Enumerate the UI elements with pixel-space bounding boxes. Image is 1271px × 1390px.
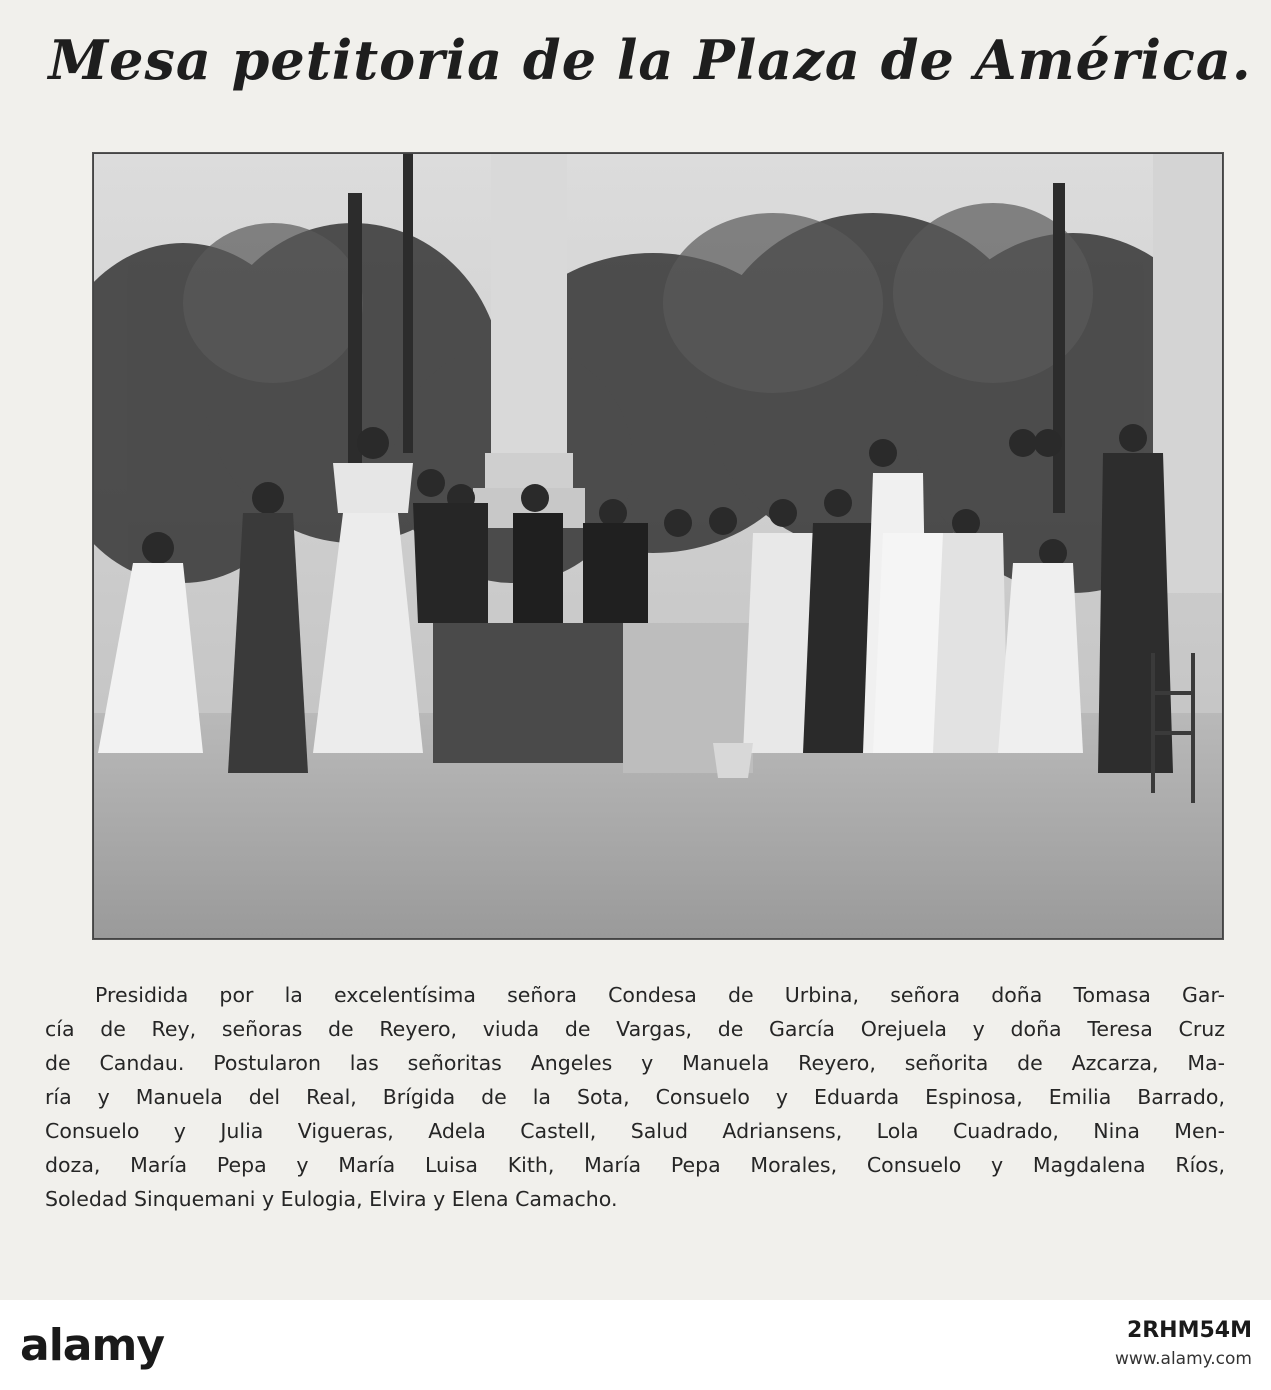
caption-line: ría y Manuela del Real, Brígida de la Sota, Consuelo y Eduarda Espinosa, Emilia Barrado,: [45, 1085, 1225, 1109]
page-title: Mesa petitoria de la Plaza de América.: [48, 28, 1252, 92]
stock-footer: [0, 1300, 1271, 1390]
caption-line: Presidida por la excelentísima señora Condesa de Urbina, señora doña Tomasa Gar-: [95, 983, 1225, 1007]
image-id-label: 2RHM54M: [1126, 1318, 1252, 1343]
caption-line: Soledad Sinquemani y Eulogia, Elvira y Elena Camacho.: [45, 1187, 618, 1211]
photo-caption: [45, 978, 1225, 1216]
group-photo-icon: [93, 153, 1223, 939]
site-url: www.alamy.com: [1114, 1349, 1252, 1369]
group-photograph: [92, 152, 1224, 940]
caption-line: doza, María Pepa y María Luisa Kith, María Pepa Morales, Consuelo y Magdalena Ríos,: [45, 1153, 1225, 1177]
alamy-logo: alamy: [20, 1320, 164, 1371]
caption-line: Consuelo y Julia Vigueras, Adela Castell, Salud Adriansens, Lola Cuadrado, Nina Men-: [45, 1119, 1225, 1143]
caption-line: de Candau. Postularon las señoritas Angeles y Manuela Reyero, señorita de Azcarza, Ma-: [45, 1051, 1225, 1075]
caption-line: cía de Rey, señoras de Reyero, viuda de Vargas, de García Orejuela y doña Teresa Cruz: [45, 1017, 1225, 1041]
